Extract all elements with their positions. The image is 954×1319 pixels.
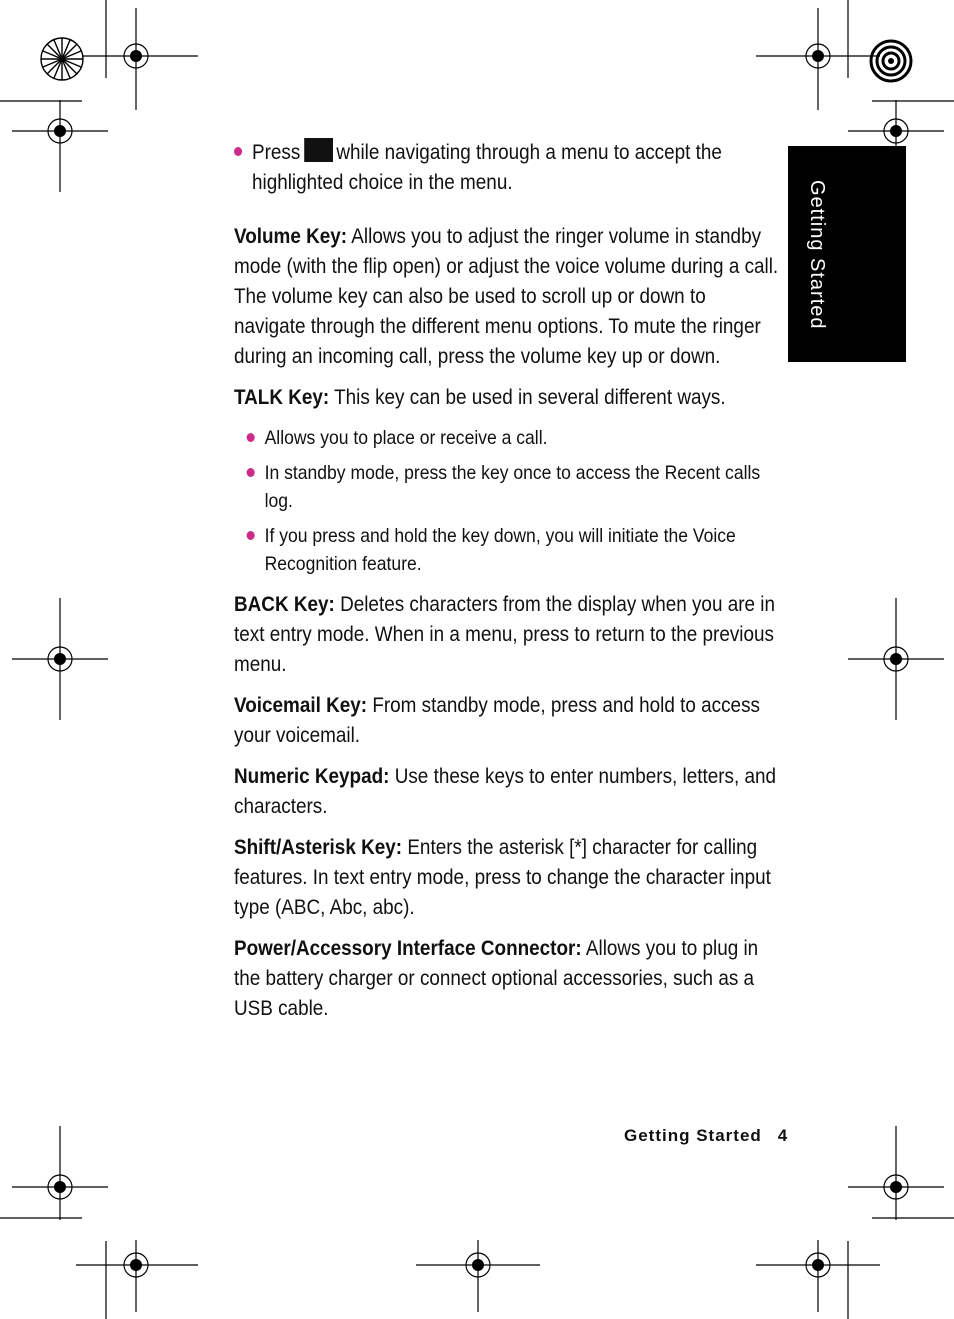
talk-key-term: TALK Key: xyxy=(234,386,330,409)
volume-key-description xyxy=(234,222,782,372)
section-tab-label: Getting Started xyxy=(806,180,828,330)
talk-key-list xyxy=(234,424,782,579)
shift-key-description xyxy=(234,833,782,923)
back-key-text: Deletes characters from the display when you are in text entry mode. When in a menu, press to return to the previous menu. xyxy=(234,592,775,676)
bullet-icon xyxy=(247,433,255,442)
power-connector-text: Allows you to plug in the battery charger or connect optional accessories, such as a USB cable. xyxy=(234,936,759,1020)
bullet-icon xyxy=(234,147,242,156)
page-content xyxy=(234,138,779,1035)
voicemail-key-description xyxy=(234,691,782,751)
starburst-mark xyxy=(41,38,83,80)
bullet-icon xyxy=(247,531,255,540)
list-item xyxy=(265,522,783,579)
talk-bullet-text: In standby mode, press the key once to access the Recent calls log. xyxy=(264,461,761,512)
talk-bullet-text: If you press and hold the key down, you will initiate the Voice Recognition feature. xyxy=(264,524,736,575)
back-key-term: BACK Key: xyxy=(234,592,335,616)
footer-section: Getting Started xyxy=(624,1126,762,1145)
power-connector-term: Power/Accessory Interface Connector: xyxy=(234,936,582,960)
voicemail-key-text: From standby mode, press and hold to access your voicemail. xyxy=(234,693,760,747)
back-key-description xyxy=(234,590,782,680)
numeric-keypad-text: Use these keys to enter numbers, letters, and characters. xyxy=(234,764,777,818)
bullet-icon xyxy=(247,468,255,477)
talk-key-text: This key can be used in several different ways. xyxy=(334,386,726,409)
intro-press-text: Press xyxy=(252,141,301,164)
page-number: 4 xyxy=(777,1126,789,1145)
intro-after-text: while navigating through a menu to accept the highlighted choice in the menu. xyxy=(252,141,722,194)
power-connector-description xyxy=(234,934,782,1024)
list-item xyxy=(265,459,783,516)
page-footer xyxy=(624,1126,788,1146)
target-mark xyxy=(871,41,911,81)
voicemail-key-term: Voicemail Key: xyxy=(234,693,368,717)
shift-key-term: Shift/Asterisk Key: xyxy=(234,835,403,859)
talk-key-description xyxy=(234,383,782,413)
list-item xyxy=(265,424,783,453)
list-item xyxy=(234,138,782,198)
numeric-keypad-term: Numeric Keypad: xyxy=(234,764,390,788)
volume-key-text: Allows you to adjust the ringer volume in standby mode (with the flip open) or adjust the voice volume during a call. The volume key can also be used to scroll up or down to navigate through the different menu options. To mute the ringer during an incoming call, press the volume key up or down. xyxy=(234,225,779,368)
select-key-icon xyxy=(304,138,333,162)
talk-bullet-text: Allows you to place or receive a call. xyxy=(264,427,548,449)
volume-key-term: Volume Key: xyxy=(234,225,348,248)
shift-key-text: Enters the asterisk [*] character for calling features. In text entry mode, press to change the character input type (ABC, Abc, abc). xyxy=(234,835,771,919)
numeric-keypad-description xyxy=(234,762,782,822)
